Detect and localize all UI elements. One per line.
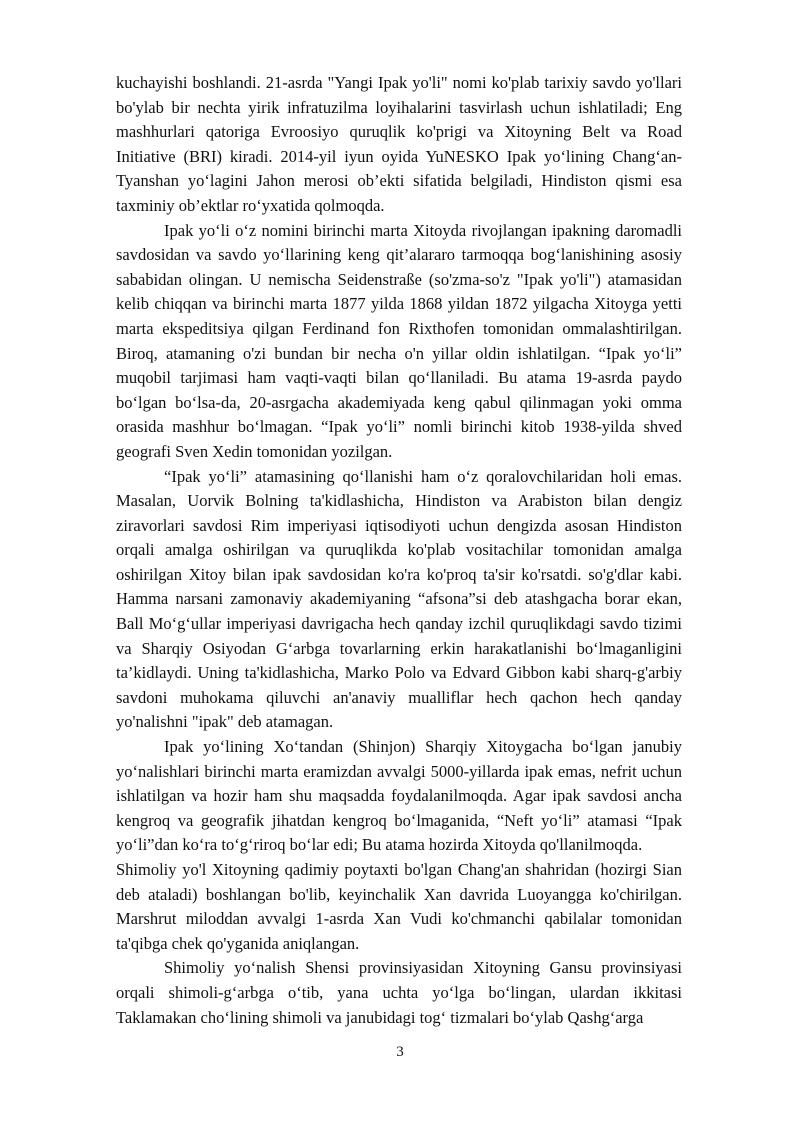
paragraph: “Ipak yo‘li” atamasining qo‘llanishi ham o‘z qoralovchilaridan holi emas. Masalan, Uorvik Bolning ta'kidlashicha, Hindiston va Arabiston bilan dengiz ziravorlari savdosi Rim imperiyasi iqtisodiyoti uchun dengizda asosan Hindiston orqali amalga oshirilgan va quruqlikda ko'plab vositachilar tomonidan amalga oshirilgan Xitoy bilan ipak savdosidan ko'ra ko'proq ta'sir ko'rsatdi. so'g'dlar kabi. Hamma narsani zamonaviy akademiyaning “afsona”si deb atashgacha borar ekan, Ball Mo‘g‘ullar imperiyasi davrigacha hech qanday izchil quruqlikdagi savdo tizimi va Sharqiy Osiyodan G‘arbga tovarlarning erkin harakatlanishi bo‘lmaganligini ta’kidlaydi. Uning ta'kidlashicha, Marko Polo va Edvard Gibbon kabi sharq-g'arbiy savdoni muhokama qiluvchi an'anaviy mualliflar hech qachon hech qanday yo'nalishni "ipak" deb atamagan. [116, 466, 682, 732]
body-text [116, 71, 682, 1030]
paragraph: Ipak yo‘li o‘z nomini birinchi marta Xitoyda rivojlangan ipakning daromadli savdosidan va savdo yo‘llarining keng qit’alararo tarmoqqa bog‘lanishining asosiy sababidan olingan. U nemischa Seidenstraße (so'zma-so'z "Ipak yo'li") atamasidan kelib chiqqan va birinchi marta 1877 yilda 1868 yildan 1872 yilgacha Xitoyga yetti marta ekspeditsiya qilgan Ferdinand fon Rixthofen tomonidan ommalashtirilgan. Biroq, atamaning o'zi bundan bir necha o'n yillar oldin ishlatilgan. “Ipak yo‘li” muqobil tarjimasi ham vaqti-vaqti bilan qo‘llaniladi. Bu atama 19-asrda paydo bo‘lgan bo‘lsa-da, 20-asrgacha akademiyada keng qabul qilinmagan yoki omma orasida mashhur bo‘lmagan. “Ipak yo‘li” nomli birinchi kitob 1938-yilda shved geografi Sven Xedin tomonidan yozilgan. [116, 220, 682, 461]
paragraph: Shimoliy yo‘nalish Shensi provinsiyasidan Xitoyning Gansu provinsiyasi orqali shimoli-g‘arbga o‘tib, yana uchta yo‘lga bo‘lingan, ulardan ikkitasi Taklamakan cho‘lining shimoli va janubidagi tog‘ tizmalari bo‘ylab Qashg‘arga [116, 958, 682, 1027]
page-number: 3 [396, 1044, 404, 1060]
paragraph: Shimoliy yo'l Xitoyning qadimiy poytaxti bo'lgan Chang'an shahridan (hozirgi Sian deb ataladi) boshlangan bo'lib, keyinchalik Xan davrida Luoyangga ko'chirilgan. Marshrut miloddan avvalgi 1-asrda Xan Vudi ko'chmanchi qabilalar tomonidan ta'qibga chek qo'yganida aniqlangan. [116, 860, 682, 953]
paragraph: Ipak yo‘lining Xo‘tandan (Shinjon) Sharqiy Xitoygacha bo‘lgan janubiy yo‘nalishlari birinchi marta eramizdan avvalgi 5000-yillarda ipak emas, nefrit uchun ishlatilgan va hozir ham shu maqsadda foydalanilmoqda. Agar ipak savdosi ancha kengroq va geografik jihatdan kengroq bo‘lmaganida, “Neft yo‘li” atamasi “Ipak yo‘li”dan ko‘ra to‘g‘riroq bo‘lar edi; Bu atama hozirda Xitoyda qo'llanilmoqda. [116, 737, 682, 855]
paragraph: kuchayishi boshlandi. 21-asrda "Yangi Ipak yo'li" nomi ko'plab tarixiy savdo yo'llari bo'ylab bir nechta yirik infratuzilma loyihalarini tasvirlash uchun ishlatiladi; Eng mashhurlari qatoriga Evroosiyo quruqlik ko'prigi va Xitoyning Belt va Road Initiative (BRI) kiradi. 2014-yil iyun oyida YuNESKO Ipak yo‘lining Chang‘an-Tyanshan yo‘lagini Jahon merosi ob’ekti sifatida belgiladi, Hindiston qismi esa taxminiy ob’ektlar ro‘yxatida qolmoqda. [116, 73, 682, 215]
